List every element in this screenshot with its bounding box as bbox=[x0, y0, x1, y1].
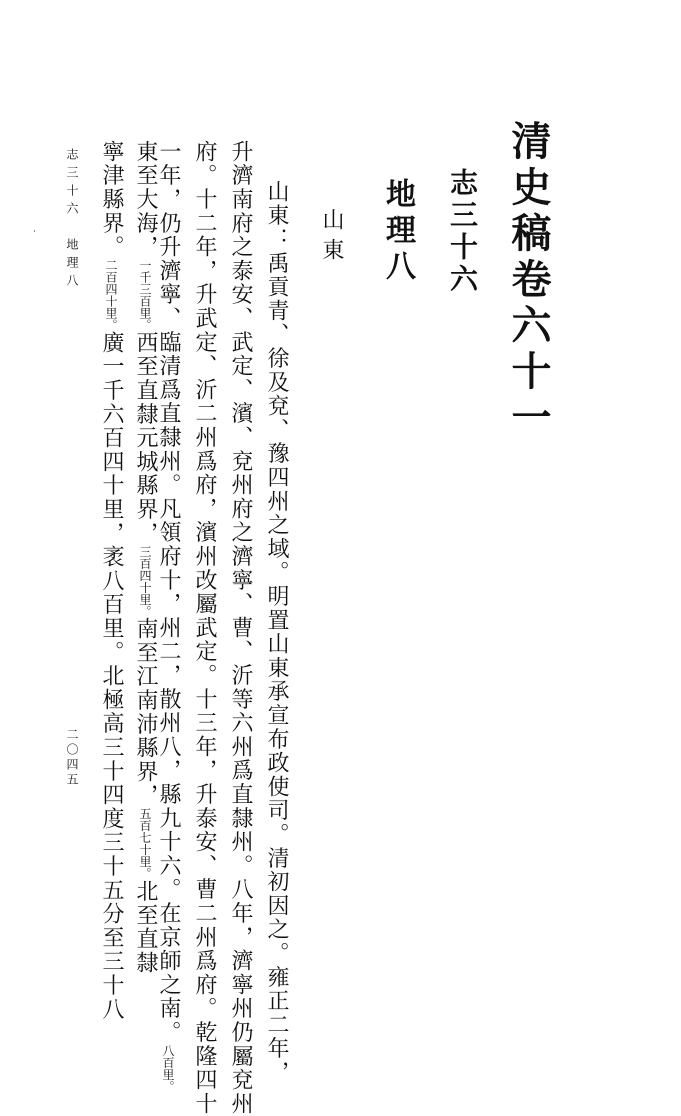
margin-running-title: 志三十六 地理八 bbox=[65, 148, 79, 292]
body-column-5-text-d: 南至江南沛縣界， bbox=[133, 617, 158, 808]
gutter-mark bbox=[34, 230, 35, 232]
body-column-5 bbox=[132, 140, 156, 975]
body-column-5-note-e: 五百七十里。 bbox=[138, 807, 152, 880]
body-column-3: 府。十二年，升武定、沂二州爲府，濱州改屬武定。十三年，升泰安、曹二州爲府。乾隆四十 bbox=[192, 140, 217, 1116]
body-column-5-note-c: 三百四十里。 bbox=[138, 545, 152, 618]
body-column-4 bbox=[155, 140, 179, 1092]
body-column-6-text-b: 廣一千六百四十里，袤八百里。北極高三十四度三十五分至三十八 bbox=[99, 331, 124, 1022]
body-column-5-text-b: 西至直隸元城縣界， bbox=[133, 331, 158, 546]
treatise-name: 地理八 bbox=[380, 178, 415, 286]
body-column-1: 山東：禹貢青、徐及兗、豫四州之域。明置山東承宣布政使司。清初因之。雍正二年， bbox=[264, 180, 289, 1085]
body-column-5-lead: 東至大海， bbox=[133, 140, 158, 259]
body-column-4-text: 一年，仍升濟寧、臨清爲直隸州。凡領府十，州二，散州八，縣九十六。在京師之南。 bbox=[156, 140, 181, 1045]
body-column-5-note-a: 一千三百里。 bbox=[138, 259, 152, 331]
body-column-6-note-a: 二百四十里。 bbox=[104, 259, 118, 331]
body-column-6 bbox=[98, 140, 122, 1021]
section-heading: 山東 bbox=[319, 208, 344, 268]
treatise-number: 志三十六 bbox=[446, 168, 479, 296]
body-column-2: 升濟南府之泰安、武定、濱、兗州府之濟寧、曹、沂等六州爲直隸州。八年，濟寧州仍屬兗州 bbox=[228, 140, 253, 1116]
page-number: 二〇四五 bbox=[65, 728, 79, 788]
book-title: 清史稿卷六十一 bbox=[505, 120, 552, 442]
body-column-4-note: 八百里。 bbox=[161, 1044, 175, 1093]
body-column-6-lead: 寧津縣界。 bbox=[99, 140, 124, 259]
body-column-5-text-f: 北至直隸 bbox=[133, 879, 158, 975]
